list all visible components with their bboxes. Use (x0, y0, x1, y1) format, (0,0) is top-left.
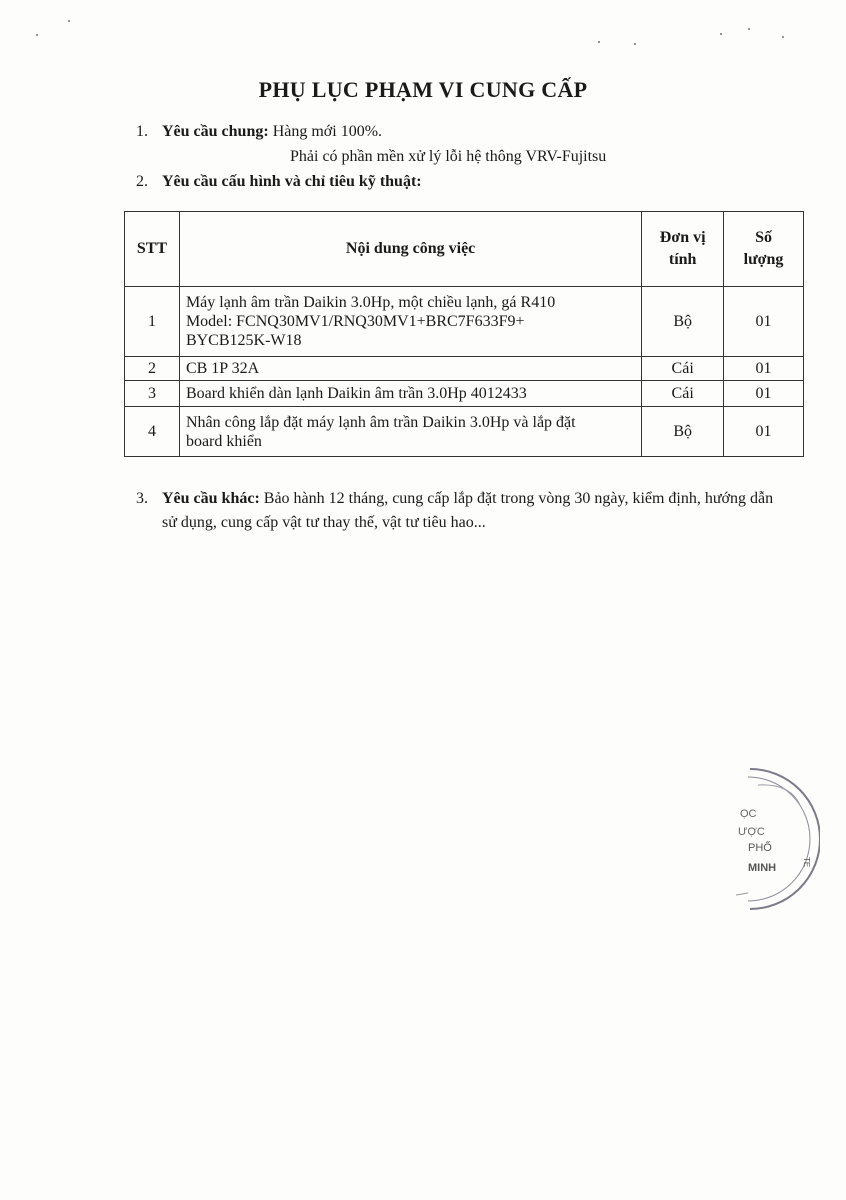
scan-speck (36, 34, 38, 36)
section-3 (136, 487, 776, 535)
section-3-body (162, 487, 776, 535)
row-quantity: 01 (724, 287, 804, 357)
row-quantity: 01 (724, 357, 804, 381)
stamp-text-4: MINH (748, 862, 777, 874)
header-quantity-line-1: Số (755, 229, 772, 246)
header-quantity (724, 212, 804, 287)
table-row (125, 381, 804, 407)
row-content (179, 407, 641, 457)
header-unit-line-2: tính (668, 251, 697, 268)
section-3-text: Bảo hành 12 tháng, cung cấp lắp đặt trong vòng 30 ngày, kiểm định, hướng dẫn sử dụng, cung cấp vật tư thay thế, vật tư tiêu hao... (162, 490, 774, 531)
section-3-number: 3. (136, 490, 148, 507)
row-unit: Bộ (642, 287, 724, 357)
row-quantity: 01 (724, 407, 804, 457)
stamp-inner-ring (748, 777, 810, 901)
stamp-mark (736, 893, 748, 895)
section-2-label: Yêu cầu cấu hình và chỉ tiêu kỹ thuật: (162, 173, 422, 190)
row-content-line-3: BYCB125K-W18 (185, 332, 302, 349)
header-content: Nội dung công việc (179, 212, 641, 287)
row-content-line-1: Máy lạnh âm trần Daikin 3.0Hp, một chiều lạnh, gá R410 (185, 294, 556, 311)
stamp-text-2: ƯỢC (738, 826, 765, 838)
table-row (125, 287, 804, 357)
page-title: PHỤ LỤC PHẠM VI CUNG CẤP (258, 77, 588, 102)
row-content: Board khiển dàn lạnh Daikin âm trần 3.0Hp 4012433 (179, 381, 641, 407)
row-stt: 1 (125, 287, 180, 357)
row-quantity: 01 (724, 381, 804, 407)
scan-speck (598, 41, 600, 43)
row-content-line-2: board khiển (185, 432, 262, 450)
section-1-line-2: Phải có phần mền xử lý lỗi hệ thông VRV-Fujitsu (290, 148, 607, 165)
header-stt: STT (125, 212, 180, 287)
scan-speck (634, 43, 636, 45)
section-1-label: Yêu cầu chung: (162, 123, 269, 140)
scan-speck (748, 28, 750, 30)
header-quantity-line-2: lượng (743, 251, 784, 268)
section-2 (136, 173, 422, 191)
scan-speck (720, 33, 722, 35)
row-stt: 3 (125, 381, 180, 407)
row-stt: 4 (125, 407, 180, 457)
row-stt: 2 (125, 357, 180, 381)
header-unit (642, 212, 724, 287)
row-content-line-1: Nhân công lắp đặt máy lạnh âm trần Daikin 3.0Hp và lắp đặt (185, 413, 576, 431)
row-unit: Cái (642, 357, 724, 381)
stamp-text-1: ỌC (740, 808, 757, 820)
section-2-number: 2. (136, 173, 148, 190)
table-row (125, 407, 804, 457)
stamp-text-3: PHỐ (748, 842, 772, 854)
row-unit: Bộ (642, 407, 724, 457)
section-3-label: Yêu cầu khác: (162, 490, 260, 507)
stamp-arc-detail (758, 785, 800, 805)
row-content-line-2: Model: FCNQ30MV1/RNQ30MV1+BRC7F633F9+ (185, 313, 525, 330)
scan-speck (782, 36, 784, 38)
stamp-side-text: TE (802, 857, 811, 868)
stamp-seal (700, 765, 820, 915)
scan-speck (68, 20, 70, 22)
row-content: CB 1P 32A (179, 357, 641, 381)
section-1-text: Hàng mới 100%. (272, 123, 383, 140)
table-header-row (125, 212, 804, 287)
section-1-number: 1. (136, 123, 148, 140)
table-row (125, 357, 804, 381)
specification-table (124, 211, 804, 457)
row-unit: Cái (642, 381, 724, 407)
header-unit-line-1: Đơn vị (659, 229, 706, 246)
row-content (179, 287, 641, 357)
section-1 (136, 123, 382, 141)
